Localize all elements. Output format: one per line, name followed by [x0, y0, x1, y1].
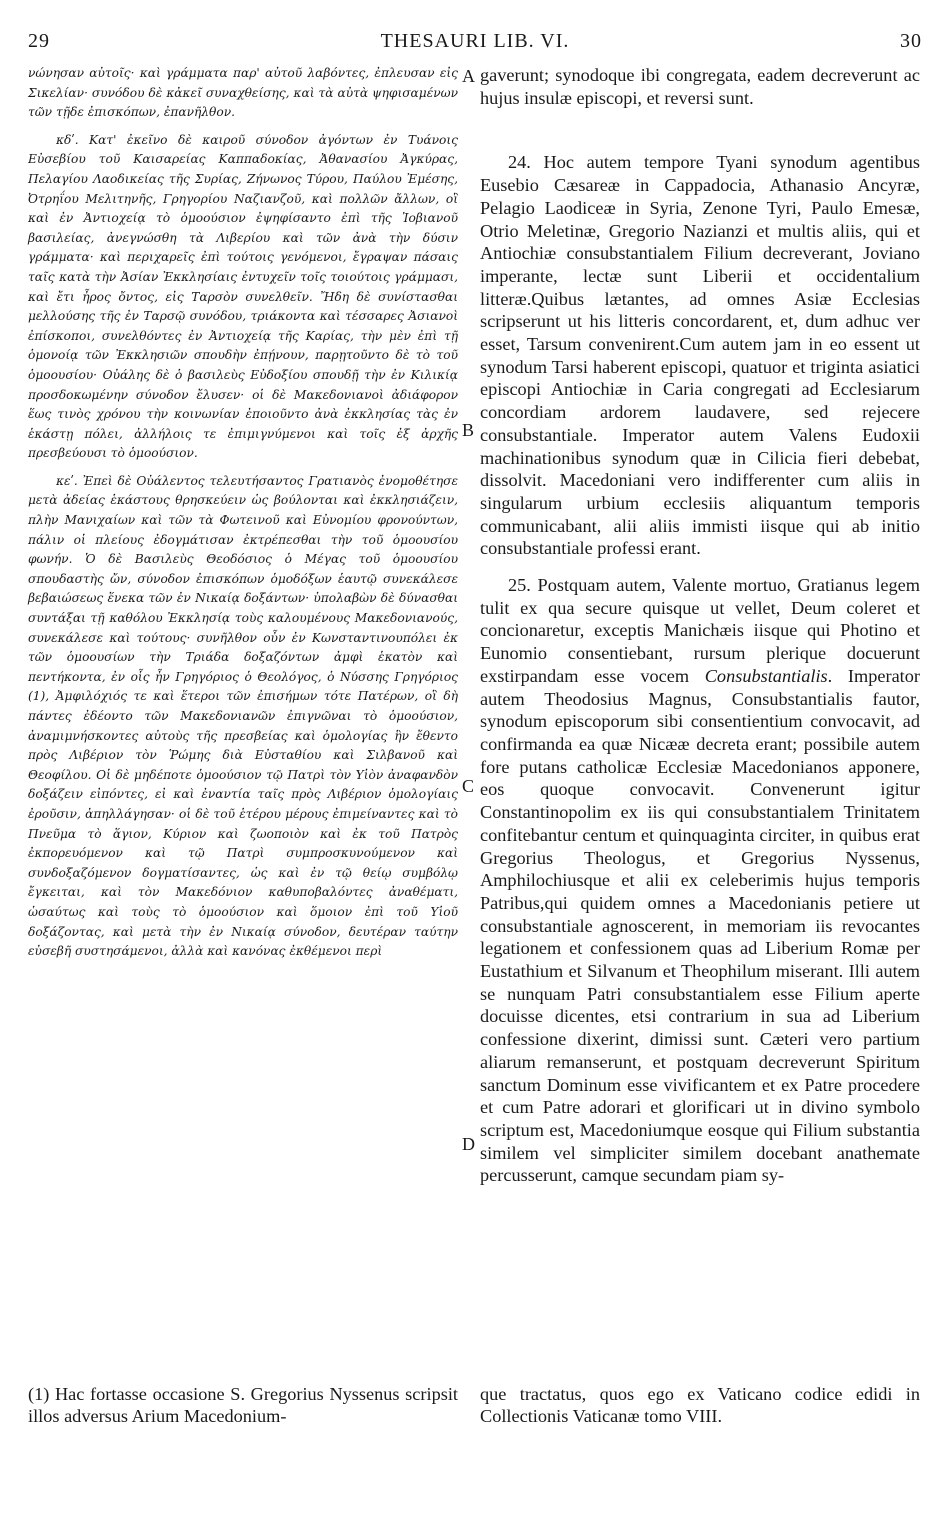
latin-column	[480, 64, 920, 1187]
latin-italic-word: Consubstantialis	[704, 665, 828, 686]
footnote-right: que tractatus, quos ego ex Vaticano codice edidi in Collectionis Vaticanæ tomo VIII.	[480, 1384, 920, 1426]
footnote-left: (1) Hac fortasse occasione S. Gregorius Nyssenus scripsit illos adversus Arium Macedonium-	[28, 1384, 458, 1426]
margin-letter-d: D	[462, 1134, 475, 1154]
running-header	[28, 30, 922, 58]
page-number-right: 30	[900, 30, 922, 52]
latin-paragraph: gaverunt; synodoque ibi congregata, eadem decreverunt ac hujus insulæ episcopi, et reversi sunt.	[480, 65, 920, 108]
latin-text: . Imperator autem Theodosius Magnus, Consubstantialis fautor, synodum episcoporum sibi consentientium convocavit, ad confirmanda ea quæ Nicææ decreta erant; possibile autem fore putans catholicæ Ecclesiæ Macedonianos apponere, eos quoque convocavit. Convenerunt igitur Constantinopolim ex iis qui consubstantialem Trinitatem confitebantur centum et quinquaginta circiter, in quibus erat Gregorius Theologus, et Gregorius Nyssenus, Amphilochiusque et alii ex celeberimis hujus temporis Patribus,qui quidem omnes a Macedonianis petiere ut consubstantiale agnoscerent, in memoriam iis revocantes legationem et confessionem quas ad Liberium Romæ per Eustathium et Silvanum et Theophilum miserant. Illi autem se nunquam Patri consubstantialem esse Filium aperte docuisse dicentes, etsi contrarium in sua ad Liberium confessione dixerint, dimissi sunt. Cæteri vero partium aliarum remanserunt, et postquam decreverunt Spiritum sanctum Dominum esse vivificantem et ex Patre procedere et cum Patre adorari et glorificari ut in divino symbolo scriptum est, Macedoniumque eosque qui Filium substantia similem vel simpliciter similem docebant anathemate percusserunt, camque secundam piam sy-	[480, 665, 920, 1186]
running-title: THESAURI LIB. VI.	[380, 30, 570, 52]
greek-paragraph: νώνησαν αὐτοῖς· καὶ γράμματα παρ' αὐτοῦ λαβόντες, ἐπλευσαν εἰς Σικελίαν· συνόδου δὲ κἀκεῖ συναχθείσης, καὶ τὰ αὐτὰ ψηφισαμένων τῶν τῇδε ἐπισκόπων, ἐπανῆλθον.	[28, 66, 458, 120]
greek-paragraph: κεʹ. Ἐπεὶ δὲ Οὐάλεντος τελευτήσαντος Γρατιανὸς ἐνομοθέτησε μετὰ ἀδείας ἑκάστους θρησκεύειν ὡς βούλονται καὶ ἐκκλησιάζειν, πλὴν Μανιχαίων καὶ τῶν τὰ Φωτεινοῦ καὶ Εὐνομίου φρονούντων, πάλιν οἱ πλείους ἐδογμάτισαν ἐκτρέπεσθαι τὴν τοῦ ὁμοουσίου φωνήν. Ὁ δὲ Βασιλεὺς Θεοδόσιος ὁ Μέγας τοῦ ὁμοουσίου σπουδαστὴς ὤν, σύνοδον ἐπισκόπων ὁμοδόξων ἑαυτῷ συνεκάλεσε βεβαιώσεως ἕνεκα τῶν ἐν Νικαίᾳ δοξάντων· ὑπολαβὼν δὲ δύνασθαι συντάξαι τῇ καθόλου Ἐκκλησίᾳ τοὺς καλουμένους Μακεδονιανούς, συνεκάλεσε καὶ τούτους· συνῆλθον οὖν ἐν Κωνσταντινουπόλει ἐκ τῶν ὁμοουσίων τὴν Τριάδα δοξαζόντων ἀμφὶ ἑκατὸν καὶ πεντήκοντα, ἐν οἷς ἦν Γρηγόριος ὁ Θεολόγος, ὁ Νύσσης Γρηγόριος (1), Ἀμφιλόχιός τε καὶ ἕτεροι τῶν ἐπισήμων τότε Πατέρων, οἳ δὴ πάντες ἐδέοντο τῶν Μακεδονιανῶν ἐπιγνῶναι τὸ ὁμοούσιον, ἀναμιμνήσκοντες αὐτοὺς τῆς πρεσβείας καὶ ὁμολογίας ἣν ἔθεντο πρὸς Λιβέριον τὸν Ῥώμης διὰ Εὐσταθίου καὶ Σιλβανοῦ καὶ Θεοφίλου. Οἱ δὲ μηδέποτε ὁμοούσιον τῷ Πατρὶ τὸν Υἱὸν ἀναφανδὸν δοξάζειν εἰπόντες, εἰ καὶ ἐναντία ταῖς πρὸς Λιβέριον ὁμολογίαις ἐροῦσιν, ἀπηλλάγησαν· οἱ δὲ τοῦ ἑτέρου μέρους ἐπιμείναντες καὶ τὸ Πνεῦμα τὸ ἅγιον, Κύριον καὶ ζωοποιὸν καὶ ἐκ τοῦ Πατρὸς ἐκπορευόμενον καὶ τῷ Πατρὶ συμπροσκυνούμενον καὶ συνδοξαζόμενον δογματίσαντες, ὡς καὶ ἐν τῷ θείῳ συμβόλῳ ἔγκειται, καὶ τὸν Μακεδόνιον καθυποβαλόντες ἀναθέματι, ὡσαύτως καὶ τοὺς τὸ ὁμοούσιον καὶ ὅμοιον ἐπὶ τοῦ Υἱοῦ δοξάζοντας, καὶ μετὰ τὴν ἐν Νικαίᾳ σύνοδον, δευτέραν ταύτην εὐσεβῆ συστησάμενοι, ἀλλὰ καὶ κανόνας ἐκθέμενοι περὶ	[28, 473, 458, 959]
margin-letter-b: B	[462, 420, 475, 440]
latin-paragraph: 24. Hoc autem tempore Tyani synodum agentibus Eusebio Cæsareæ in Cappadocia, Athanasio Ancyræ, Pelagio Laodiceæ in Syria, Zenone Tyri, Paulo Emesæ, Otrio Meletinæ, Gregorio Nazianzi et multis aliis, qui et Antiochiæ consubstantialem Filium decreverant, Joviano imperante, lectæ sunt Liberii et occidentalium litteræ.Quibus lætantes, ad omnes Asiæ Ecclesias scripserunt ut his litteris concordarent, et, dum adhuc ver esset, Tarsum convenirent.Cum autem jam in eo essent ut synodum Tarsi haberent episcopi, quatuor et triginta asiatici episcopi Antiochiæ in Caria congregati ad Ecclesiarum concordiam ardorem laudavere, sed rejecere consubstantiale. Imperator autem Valens Eudoxii machinationibus synodum quæ in Cilicia fieri debebat, dissolvit. Macedoniani vero indifferenter cum aliis in singularum urbium ecclesiis aliquantum temporis communicabant, alii aliis immisti iisque qui ab initio consubstantiale professi erant.	[480, 152, 920, 559]
margin-letter-a: A	[462, 66, 475, 86]
margin-letter-c: C	[462, 776, 475, 796]
greek-column	[28, 64, 458, 962]
page-number-left: 29	[28, 30, 50, 52]
latin-text: 25. Postquam autem, Valente mortuo, Gratianus legem tulit ex qua secure quisque ut vellet, Deum coleret et concionaretur, exceptis Manichæis iisque qui Photino et Eunomio consentiebant, rursum plerique docuerunt exstirpandam esse vocem	[480, 575, 920, 686]
latin-paragraph	[480, 574, 920, 1187]
greek-paragraph: κδʹ. Κατ' ἐκεῖνο δὲ καιροῦ σύνοδον ἀγόντων ἐν Τυάνοις Εὐσεβίου τοῦ Καισαρείας Καππαδοκίας, Ἀθανασίου Ἀγκύρας, Πελαγίου Λαοδικείας τῆς Συρίας, Ζήνωνος Τύρου, Παύλου Ἐμέσης, Ὀτρηΐου Μελιτηνῆς, Γρηγορίου Ναζιανζοῦ, καὶ πολλῶν ἄλλων, οἳ καὶ ἐν Ἀντιοχείᾳ τὸ ὁμοούσιον ἐψηφίσαντο ἐπὶ τῆς Ἰοβιανοῦ βασιλείας, ἀνεγνώσθη τὰ Λιβερίου καὶ τῶν ἀνὰ τὴν δύσιν γράμματα· καὶ περιχαρεῖς ἐπὶ τούτοις γενόμενοι, ἔγραψαν πάσαις ταῖς κατὰ τὴν Ἀσίαν Ἐκκλησίαις ἐντυχεῖν τοῖς τοιούτοις γράμμασι, καὶ ἔτι ἦρος ὄντος, εἰς Ταρσὸν συνελθεῖν. Ἤδη δὲ συνίστασθαι μελλούσης τῆς ἐν Ταρσῷ συνόδου, τριάκοντα καὶ τέσσαρες Ἀσιανοὶ ἐπίσκοποι, συνελθόντες ἐν Ἀντιοχείᾳ τῆς Καρίας, τὴν μὲν ἐπὶ τῇ ὁμονοίᾳ τῶν Ἐκκλησιῶν σπουδὴν ἐπῄνουν, παρῃτοῦντο δὲ τὸ τοῦ ὁμοουσίου· Οὐάλης δὲ ὁ βασιλεὺς Εὐδοξίου σπουδῇ τὴν ἐν Κιλικίᾳ προσδοκωμένην σύνοδον ἔλυσεν· οἱ δὲ Μακεδονιανοὶ ἀδιάφορον ἕως τινὸς χρόνου τὴν κοινωνίαν ἐποιοῦντο ἀνὰ ἐκκλησίας τὰς ἐν ἑκάστῃ πόλει, ἀλλήλοις τε ἐπιμιγνύμενοι καὶ τοῖς ἐξ ἀρχῆς πρεσβεύουσι τὸ ὁμοούσιον.	[28, 132, 458, 461]
